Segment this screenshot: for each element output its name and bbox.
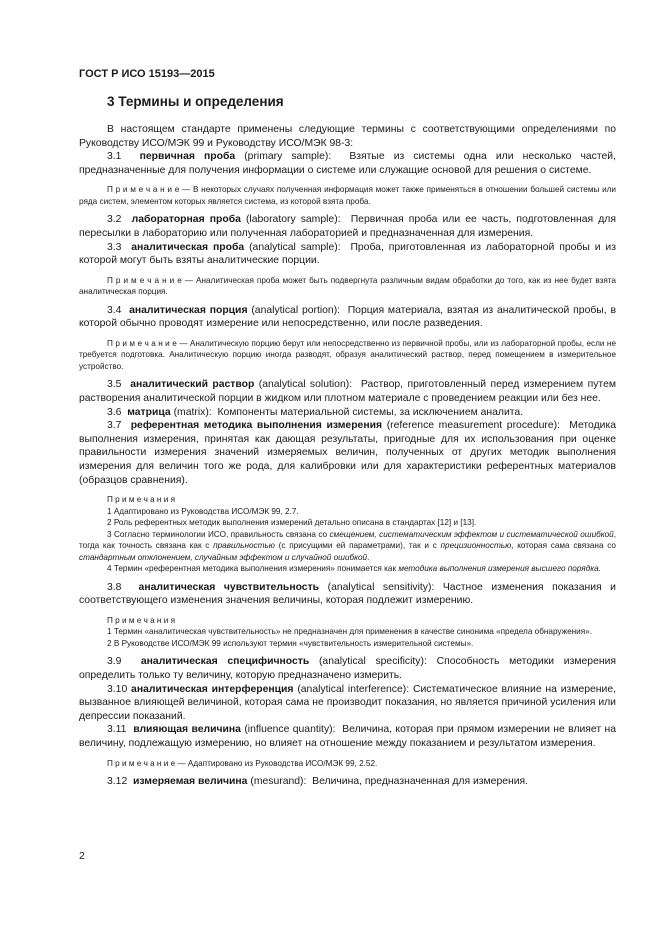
page-number: 2 [79,850,85,862]
notes-label: П р и м е ч а н и я [107,615,176,625]
notes-3-8 [79,615,616,650]
term-name: матрица [127,406,171,418]
term-name: аналитическая порция [129,304,248,316]
intro-paragraph: В настоящем стандарте применены следующие термины с соответствующими определениями по Руководству ИСО/МЭК 99 и Руководству ИСО/МЭК 98-3: [79,124,616,149]
term-3-2: 3.2 лабораторная проба (laboratory sample): Первичная проба или ее часть, подготовленная для пересылки в лабораторию или полученная лабораторией и предназначенная для измерения. [79,214,616,239]
term-3-7: 3.7 референтная методика выполнения измерения (reference measurement procedure): Методика выполнения измерения, принятая как дающая результаты, пригодные для их использования при оценке правильности измерения значений измеряемых величин, полученных от других методик выполнения измерения для величин того же рода, для калибровки или для характеристики референтных материалов (образцов сравнения). [79,420,617,486]
term-3-6: 3.6 матрица (matrix): Компоненты материальной системы, за исключением аналита. [107,406,524,418]
term-3-9: 3.9 аналитическая специфичность (analytical specificity): Способность методики измерения определить только ту величину, которую предназначено измерить. [79,656,617,681]
note-3-11: П р и м е ч а н и е — Адаптировано из Руководства ИСО/МЭК 99, 2.52. [107,758,378,768]
document-body [79,123,616,789]
term-name: лабораторная проба [131,214,241,226]
term-3-5: 3.5 аналитический раствор (analytical solution): Раствор, приготовленный перед измерением путем растворения аналитической порции в жидком или плотном материале с проведением реакции или без нее. [79,379,616,405]
term-name: первичная проба [139,151,236,163]
note-3-8-2: 2 В Руководстве ИСО/МЭК 99 используют термин «чувствительность измерительной системы». [107,638,474,648]
term-name: референтная методика выполнения измерения [130,420,383,432]
document-header: ГОСТ Р ИСО 15193—2015 [79,68,215,80]
term-name: аналитическая чувствительность [138,581,320,593]
term-3-10: 3.10 аналитическая интерференция (analytical interference): Систематическое влияние на измерение, вызванное влияющей величиной, которая сама не производит показания, но является причиной усиления или депрессии показаний. [79,683,617,722]
term-3-8: 3.8 аналитическая чувствительность (analytical sensitivity): Частное изменения показания и соответствующего изменения значения величины, которая подлежит измерению. [79,581,616,607]
term-3-4: 3.4 аналитическая порция (analytical portion): Порция материала, взятая из аналитической пробы, в которой обычно проводят измерение или непосредственно, или после разведения. [79,304,616,330]
note-3-3: П р и м е ч а н и е — Аналитическая проба может быть подвергнута различным видам обработки до того, как из нее будет взята аналитическая порция. [79,275,616,297]
term-3-3: 3.3 аналитическая проба (analytical sample): Проба, приготовленная из лабораторной пробы и из которой могут быть взяты аналитические порции. [79,241,616,267]
term-3-11: 3.11 влияющая величина (influence quantity): Величина, которая при прямом измерении не влияет на величину, подлежащую измерению, но влияет на отношение между показанием и результатом измерения. [79,724,617,749]
note-3-7-3: 3 Согласно терминологии ИСО, правильность связана со смещением, систематическим эффектом и систематической ошибкой, тогда как точность связана как с правильностью (с присущими ей параметрами), так и с прецизионностью, которая сама связана со стандартным отклонением, случайным эффектом и случайной ошибкой. [79,529,616,562]
term-name: аналитическая специфичность [140,656,310,668]
note-3-8-1: 1 Термин «аналитическая чувствительность» не предназначен для применения в качестве синонима «предела обнаружения». [107,627,592,637]
term-3-1: 3.1 первичная проба (primary sample): Взятые из системы одна или несколько частей, предназначенные для получения информации о системе или служащие основой для решения о системе. [79,151,616,176]
note-3-1: П р и м е ч а н и е — В некоторых случаях полученная информация может также применяться в отношении большей системы или ряда систем, элементом которых является система, из которой взята проба. [79,185,616,206]
notes-3-7 [79,494,616,575]
section-title: 3 Термины и определения [107,94,284,109]
notes-label: П р и м е ч а н и я [107,495,176,505]
note-3-4: П р и м е ч а н и е — Аналитическую порцию берут или непосредственно из первичной пробы, или из лабораторной пробы, если не требуется подготовка. Аналитическую порцию иногда разводят, образуя аналитический раствор, перед помещением в измерительное устройство. [79,338,616,371]
note-3-7-2: 2 Роль референтных методик выполнения измерений детально описана в стандартах [12] и [13]. [107,518,477,528]
term-name: аналитический раствор [130,379,255,391]
term-name: аналитическая интерференция [131,683,294,695]
term-name: влияющая величина [133,724,241,736]
term-name: аналитическая проба [131,241,245,253]
term-3-12: 3.12 измеряемая величина (mesurand): Величина, предназначенная для измерения. [107,776,529,788]
term-name: измеряемая величина [133,776,248,788]
note-3-7-1: 1 Адаптировано из Руководства ИСО/МЭК 99, 2.7. [107,506,299,516]
note-3-7-4: 4 Термин «референтная методика выполнения измерения» понимается как методика выполнения измерения высшего порядка. [107,564,601,574]
